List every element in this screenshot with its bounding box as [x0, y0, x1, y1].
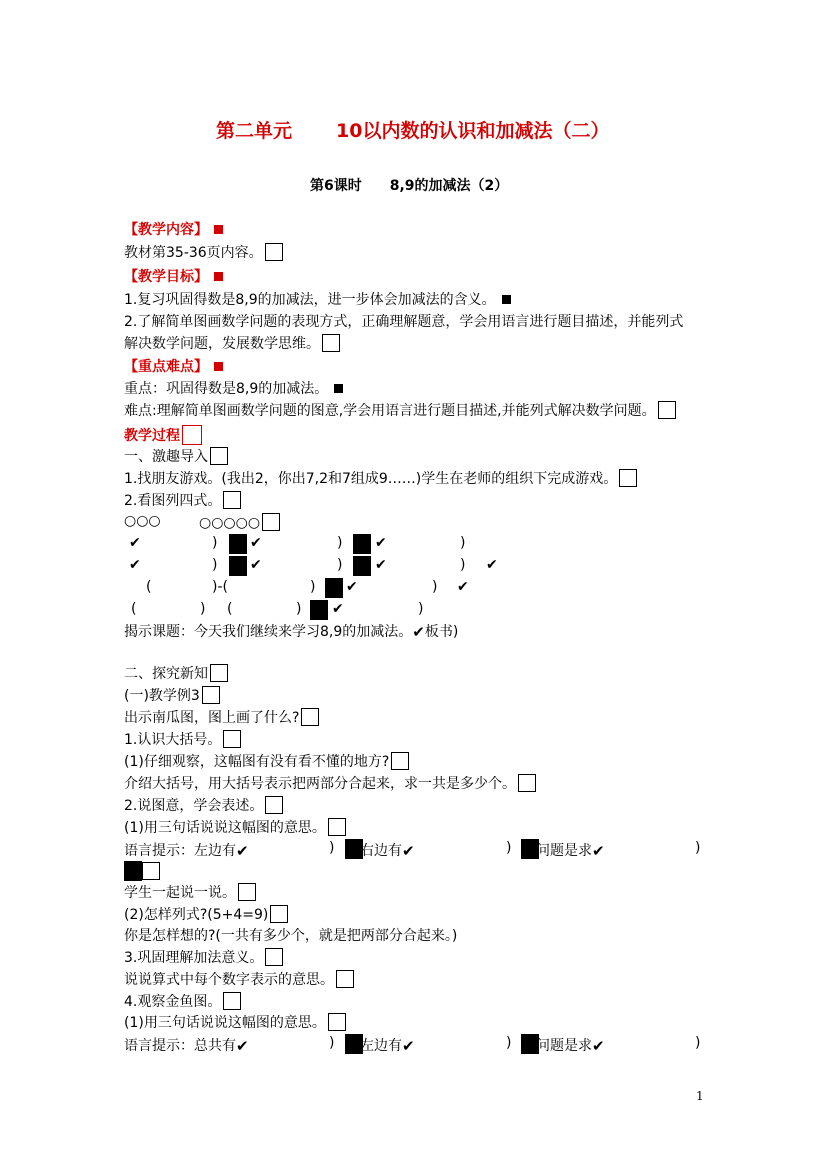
reveal-topic: 揭示课题：今天我们继续来学习8,9的加减法。✔板书): [124, 623, 459, 641]
check-icon: ✔: [332, 601, 344, 617]
checkbox-icon: [223, 491, 241, 509]
checkbox-icon: [142, 862, 160, 880]
checkbox-icon: [223, 992, 241, 1010]
section-2: 二、探究新知: [124, 664, 228, 684]
how-formula: (2)怎样列式?(5+4=9): [124, 905, 288, 925]
three-sentences-2: (1)用三句话说说这幅图的意思。: [124, 1013, 346, 1033]
checkbox-icon: [210, 447, 228, 465]
paren-close: ): [418, 601, 424, 617]
hint2-ask: 问题是求✔: [536, 1037, 605, 1055]
pumpkin-question: 出示南瓜图，图上画了什么?: [124, 708, 319, 728]
paren-open: (: [131, 601, 137, 617]
paren-close: ): [432, 579, 438, 595]
page-title: [216, 116, 609, 143]
check-icon: ✔: [375, 557, 387, 573]
red-square-icon: [214, 272, 223, 281]
content-heading: 【教学内容】: [124, 220, 223, 240]
three-sentences: (1)用三句话说说这幅图的意思。: [124, 818, 346, 838]
goldfish-step: 4.观察金鱼图。: [124, 992, 241, 1012]
content-text: 教材第35-36页内容。: [124, 243, 283, 263]
check-icon: ✔: [592, 842, 605, 860]
checkbox-icon: [518, 774, 536, 792]
hint-ask: 问题是求✔: [536, 842, 605, 860]
red-square-icon: [214, 362, 223, 371]
black-block-icon: [353, 534, 371, 554]
describe-step: 2.说图意，学会表述。: [124, 796, 283, 816]
paren-close: ): [329, 1035, 335, 1051]
paren-close: ): [460, 557, 466, 573]
minus-paren: )-(: [212, 579, 228, 595]
checkbox-icon: [262, 513, 280, 531]
checkbox-icon: [619, 469, 637, 487]
paren-close: ): [337, 535, 343, 551]
paren-close: ): [506, 1035, 512, 1051]
circles-left: ○○○: [124, 513, 161, 529]
check-icon: ✔: [592, 1037, 605, 1055]
check-icon: ✔: [250, 557, 262, 573]
hint2-left: 左边有✔: [360, 1037, 415, 1055]
consolidate-step: 3.巩固理解加法意义。: [124, 948, 283, 968]
checkbox-icon: [270, 905, 288, 923]
checkbox-icon: [328, 818, 346, 836]
checkbox-icon: [210, 664, 228, 682]
lesson-topic: 8,9的加减法（2）: [389, 178, 509, 194]
brace-intro: 介绍大括号，用大括号表示把两部分合起来，求一共是多少个。: [124, 774, 536, 794]
goal-2b: 解决数学问题，发展数学思维。: [124, 334, 340, 354]
checkbox-icon: [391, 752, 409, 770]
black-square-icon: [502, 295, 511, 304]
key-heading: 【重点难点】: [124, 357, 223, 377]
hint-right: 右边有✔: [360, 842, 415, 860]
lesson-subtitle: [310, 175, 508, 195]
unit-topic: 10以内数的认识和加减法（二）: [336, 120, 610, 142]
goal-1: 1.复习巩固得数是8,9的加减法，进一步体会加减法的含义。: [124, 290, 511, 310]
check-icon: ✔: [412, 623, 425, 641]
checkbox-icon: [265, 243, 283, 261]
checkbox-icon: [658, 401, 676, 419]
red-square-icon: [214, 225, 223, 234]
section-1-2: 2.看图列四式。: [124, 491, 241, 511]
check-icon: ✔: [129, 535, 141, 551]
explain-numbers: 说说算式中每个数字表示的意思。: [124, 970, 354, 990]
section-1-1: 1.找朋友游戏。(我出2，你出7,2和7组成9……)学生在老师的组织下完成游戏。: [124, 469, 637, 489]
how-think: 你是怎样想的?(一共有多少个，就是把两部分合起来。): [124, 928, 458, 944]
check-icon: ✔: [402, 1037, 415, 1055]
key-point: 重点：巩固得数是8,9的加减法。: [124, 379, 343, 399]
paren-close: ): [310, 579, 316, 595]
checkbox-icon: [223, 730, 241, 748]
black-block-icon: [353, 556, 371, 576]
paren-close: ): [329, 840, 335, 856]
brace-step: 1.认识大括号。: [124, 730, 241, 750]
unit-label: 第二单元: [216, 120, 293, 142]
checkbox-icon: [301, 708, 319, 726]
checkbox-icon: [328, 1013, 346, 1031]
checkbox-icon: [265, 948, 283, 966]
checkbox-icon: [265, 796, 283, 814]
paren-close: ): [695, 1035, 701, 1051]
circles-right: ○○○○○: [199, 513, 280, 531]
checkbox-icon: [202, 686, 220, 704]
black-block-icon: [325, 578, 343, 598]
difficulty: 难点:理解简单图画数学问题的图意,学会用语言进行题目描述,并能列式解决数学问题。: [124, 401, 676, 421]
paren-close: ): [296, 601, 302, 617]
check-icon: ✔: [236, 842, 249, 860]
red-box-icon: [182, 425, 202, 445]
check-icon: ✔: [346, 579, 358, 595]
paren-close: ): [506, 840, 512, 856]
check-icon: ✔: [402, 842, 415, 860]
black-block-icon: [229, 534, 247, 554]
paren-close: ): [212, 535, 218, 551]
check-icon: ✔: [129, 557, 141, 573]
together-say: 学生一起说一说。: [124, 883, 256, 903]
lesson-label: 第6课时: [310, 178, 362, 194]
checkbox-icon: [238, 883, 256, 901]
goal-2a: 2.了解简单图画数学问题的表现方式，正确理解题意，学会用语言进行题目描述，并能列式: [124, 314, 684, 330]
check-icon: ✔: [250, 535, 262, 551]
checkbox-icon: [336, 970, 354, 988]
check-icon: ✔: [236, 1037, 249, 1055]
paren-open: (: [146, 579, 152, 595]
paren-close: ): [337, 557, 343, 573]
paren-close: ): [212, 557, 218, 573]
black-block-icon: [310, 600, 328, 620]
paren-close: ): [460, 535, 466, 551]
checkbox-icon: [322, 334, 340, 352]
paren-open: (: [227, 601, 233, 617]
hint-label: 语言提示：左边有✔: [124, 842, 249, 860]
section-2-a: (一)教学例3: [124, 686, 220, 706]
section-1: 一、激趣导入: [124, 447, 228, 467]
paren-close: ): [200, 601, 206, 617]
goals-heading: 【教学目标】: [124, 267, 223, 287]
check-icon: ✔: [486, 557, 498, 573]
check-icon: ✔: [457, 579, 469, 595]
paren-close: ): [695, 840, 701, 856]
black-block-icon: [229, 556, 247, 576]
observe-question: (1)仔细观察，这幅图有没有看不懂的地方?: [124, 752, 409, 772]
page-number: 1: [696, 1089, 704, 1103]
check-icon: ✔: [375, 535, 387, 551]
black-square-icon: [334, 384, 343, 393]
hint2-label: 语言提示：总共有✔: [124, 1037, 249, 1055]
black-block-icon: [124, 861, 142, 881]
block-box-pair: [124, 861, 160, 881]
process-heading: 教学过程: [124, 425, 202, 446]
